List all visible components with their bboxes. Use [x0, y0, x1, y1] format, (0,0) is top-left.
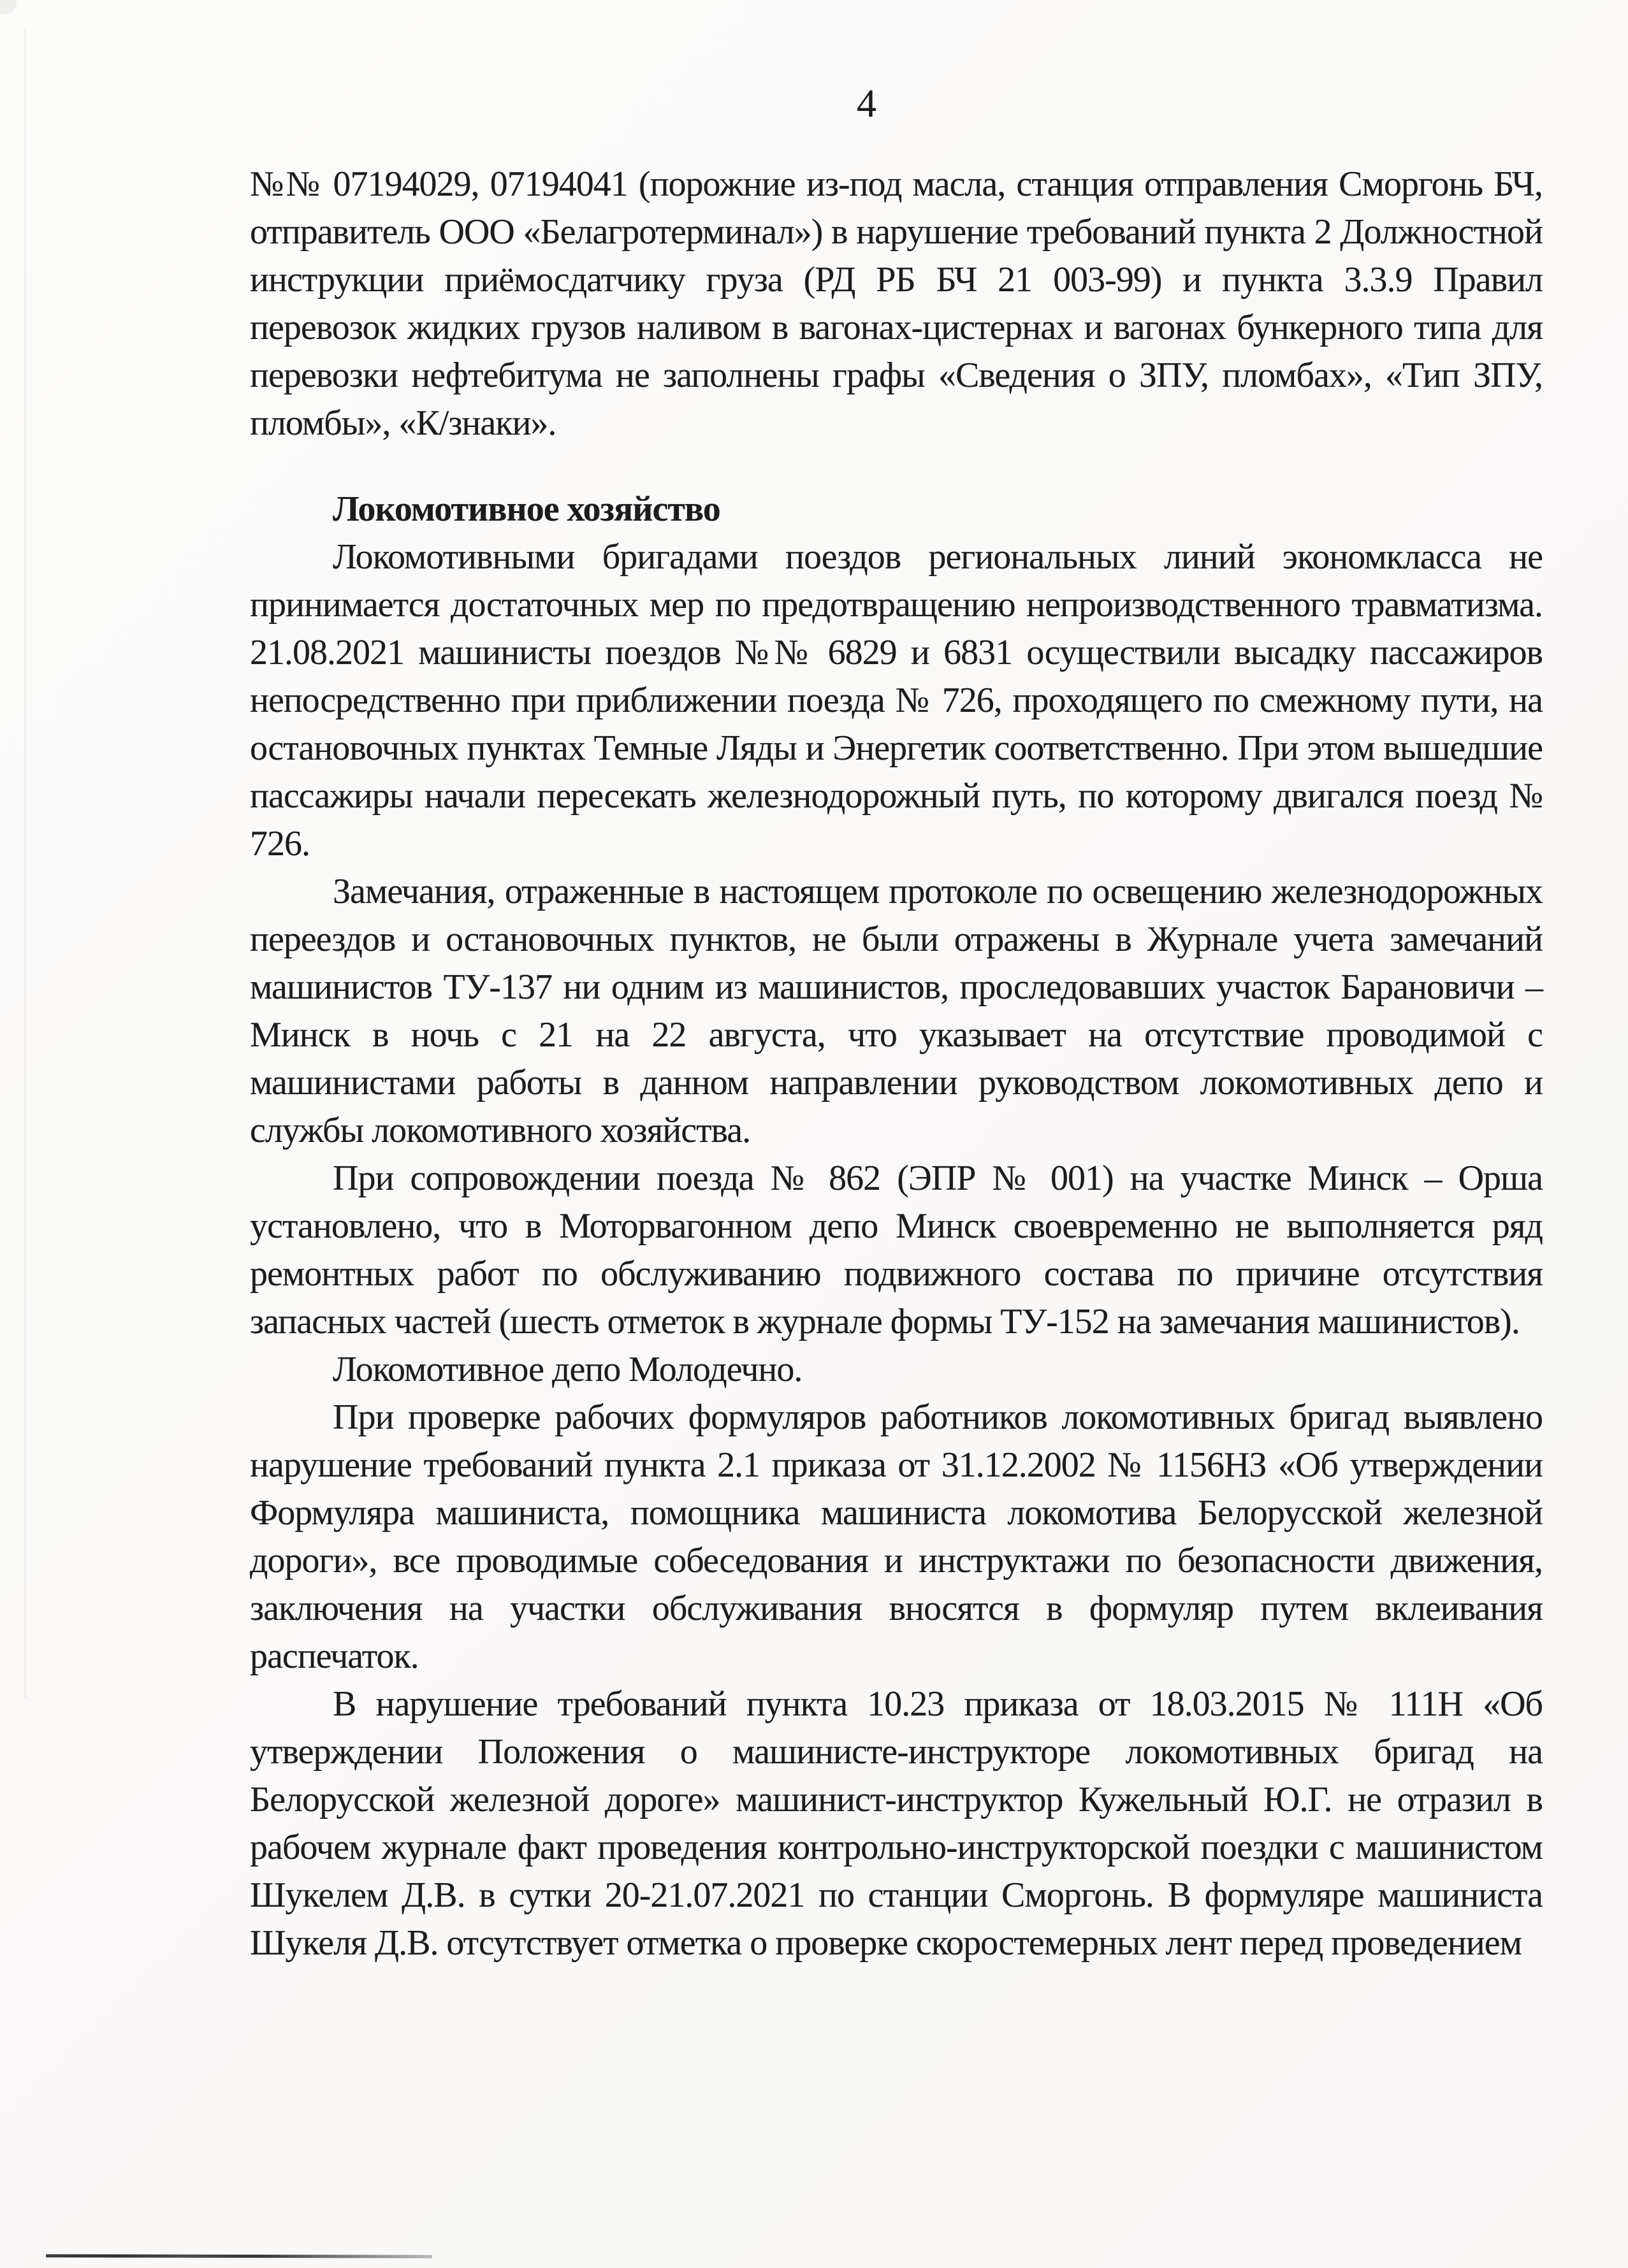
page-number: 4 [857, 82, 876, 126]
paragraph-instructor-kuzhelny-violation: В нарушение требований пункта 10.23 приказа от 18.03.2015 № 111Н «Об утверждении Положения о машинисте-инструкторе локомотивных бригад на Белорусской железной дороге» машинист-инструктор Кужельный Ю.Г. не отразил в рабочем журнале факт проведения контрольно-инструкторской поездки с машинистом Шукелем Д.В. в сутки 20-21.07.2021 по станции Сморгонь. В формуляре машиниста Шукеля Д.В. отсутствует отметка о проверке скоростемерных лент перед проведением [250, 1684, 1543, 1963]
section-heading-locomotive-economy: Локомотивное хозяйство [333, 489, 720, 529]
paragraph-remarks-journal-tu137: Замечания, отраженные в настоящем протоколе по освещению железнодорожных переездов и остановочных пунктов, не были отражены в Журнале учета замечаний машинистов ТУ-137 ни одним из машинистов, проследовавших участок Барановичи – Минск в ночь с 21 на 22 августа, что указывает на отсутствие проводимой с машинистами работы в данном направлении руководством локомотивных депо и службы локомотивного хозяйства. [250, 872, 1543, 1150]
paragraph-train-862-depot-minsk: При сопровождении поезда № 862 (ЭПР № 001) на участке Минск – Орша установлено, что в Моторвагонном депо Минск своевременно не выполняется ряд ремонтных работ по обслуживанию подвижного состава по причине отсутствия запасных частей (шесть отметок в журнале формы ТУ-152 на замечания машинистов). [250, 1159, 1543, 1341]
paragraph-locomotive-crews-traumatism: Локомотивными бригадами поездов региональных линий экономкласса не принимается достаточных мер по предотвращению непроизводственного травматизма. 21.08.2021 машинисты поездов №№ 6829 и 6831 осуществили высадку пассажиров непосредственно при приближении поезда № 726, проходящего по смежному пути, на остановочных пунктах Темные Ляды и Энергетик соответственно. При этом вышедшие пассажиры начали пересекать железнодорожный путь, по которому двигался поезд № 726. [250, 537, 1543, 863]
paragraph-freight-wagons-violation: №№ 07194029, 07194041 (порожние из-под масла, станция отправления Сморгонь БЧ, отправитель ООО «Белагротерминал») в нарушение требований пункта 2 Должностной инструкции приёмосдатчику груза (РД РБ БЧ 21 003-99) и пункта 3.3.9 Правил перевозок жидких грузов наливом в вагонах-цистернах и вагонах бункерного типа для перевозки нефтебитума не заполнены графы «Сведения о ЗПУ, пломбах», «Тип ЗПУ, пломбы», «К/знаки». [250, 164, 1543, 443]
scan-corner-smudge [0, 0, 17, 14]
paragraph-depot-molodechno: Локомотивное депо Молодечно. [333, 1350, 803, 1389]
scan-bottom-mark [46, 2254, 432, 2258]
paragraph-formulary-check-violation: При проверке рабочих формуляров работников локомотивных бригад выявлено нарушение требований пункта 2.1 приказа от 31.12.2002 № 1156НЗ «Об утверждении Формуляра машиниста, помощника машиниста локомотива Белорусской железной дороги», все проводимые собеседования и инструктажи по безопасности движения, заключения на участки обслуживания вносятся в формуляр путем вклеивания распечаток. [250, 1398, 1543, 1676]
document-body [250, 161, 1543, 1967]
scan-edge-shadow [24, 29, 26, 1698]
